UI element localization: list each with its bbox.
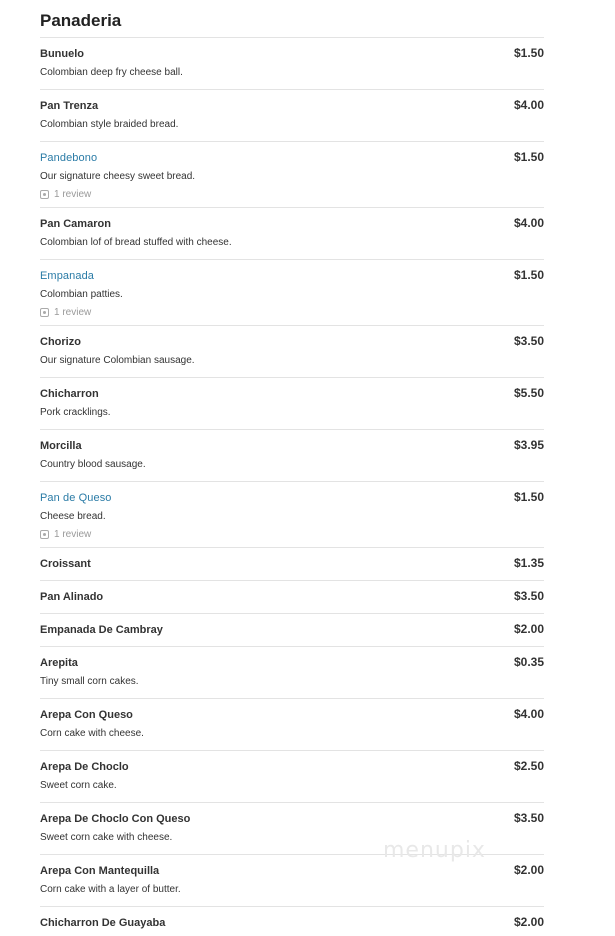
menu-item-price: $4.00 bbox=[513, 216, 544, 230]
menu-item-name: Pan Trenza bbox=[40, 100, 99, 112]
menu-item-name-link[interactable]: Pandebono bbox=[40, 152, 98, 164]
menu-item bbox=[40, 581, 544, 614]
menu-item-price: $0.35 bbox=[513, 655, 544, 669]
menu-item-list bbox=[40, 38, 544, 936]
menu-item-name: Arepa De Choclo bbox=[40, 761, 129, 773]
menu-item-price: $1.50 bbox=[513, 490, 544, 504]
menu-item-price: $1.50 bbox=[513, 150, 544, 164]
menu-item-price: $3.95 bbox=[513, 438, 544, 452]
menu-item-name: Chicharron De Guayaba bbox=[40, 917, 166, 929]
menu-item bbox=[40, 647, 544, 699]
menu-item bbox=[40, 142, 544, 208]
menu-item-price: $1.50 bbox=[513, 268, 544, 282]
menu-item-description: Cheese bread. bbox=[40, 511, 106, 522]
menu-item-price: $3.50 bbox=[513, 334, 544, 348]
menu-item-price: $2.00 bbox=[513, 863, 544, 877]
menu-item bbox=[40, 614, 544, 647]
review-count: 1 review bbox=[54, 529, 92, 540]
menu-item-name: Morcilla bbox=[40, 440, 82, 452]
review-count: 1 review bbox=[54, 307, 92, 318]
menu-item-price: $3.50 bbox=[513, 811, 544, 825]
menu-item-name: Chorizo bbox=[40, 336, 81, 348]
menu-item-description: Pork cracklings. bbox=[40, 407, 111, 418]
menu-item-description: Colombian lof of bread stuffed with cheese. bbox=[40, 237, 232, 248]
menu-item bbox=[40, 260, 544, 326]
review-icon bbox=[40, 308, 49, 317]
menu-item-name: Chicharron bbox=[40, 388, 99, 400]
menu-item bbox=[40, 430, 544, 482]
menu-item-description: Our signature cheesy sweet bread. bbox=[40, 171, 196, 182]
menu-item-price: $1.35 bbox=[513, 556, 544, 570]
menu-item-price: $2.00 bbox=[513, 622, 544, 636]
menu-item-name: Bunuelo bbox=[40, 48, 84, 60]
menu-item-price: $2.00 bbox=[513, 915, 544, 929]
review-link[interactable] bbox=[40, 306, 91, 319]
review-link[interactable] bbox=[40, 188, 91, 201]
menu-item-name: Arepita bbox=[40, 657, 78, 669]
menu-item bbox=[40, 90, 544, 142]
menu-item-name: Croissant bbox=[40, 558, 91, 570]
review-icon bbox=[40, 190, 49, 199]
menu-section bbox=[40, 0, 544, 936]
menu-item-description: Colombian deep fry cheese ball. bbox=[40, 67, 183, 78]
menu-item-description: Colombian patties. bbox=[40, 289, 123, 300]
menu-item-price: $5.50 bbox=[513, 386, 544, 400]
menu-item-description: Sweet corn cake with cheese. bbox=[40, 832, 173, 843]
menu-item-price: $4.00 bbox=[513, 707, 544, 721]
menu-item-price: $4.00 bbox=[513, 98, 544, 112]
menu-item-description: Tiny small corn cakes. bbox=[40, 676, 139, 687]
menu-item-name: Arepa De Choclo Con Queso bbox=[40, 813, 191, 825]
menu-item-description: Colombian style braided bread. bbox=[40, 119, 179, 130]
menu-item bbox=[40, 378, 544, 430]
menu-item-name: Arepa Con Mantequilla bbox=[40, 865, 160, 877]
menu-item bbox=[40, 907, 544, 936]
menu-item-price: $3.50 bbox=[513, 589, 544, 603]
section-title: Panaderia bbox=[40, 0, 544, 38]
review-icon bbox=[40, 530, 49, 539]
menu-item bbox=[40, 326, 544, 378]
menu-item-name: Pan Alinado bbox=[40, 591, 104, 603]
menu-item-name: Pan Camaron bbox=[40, 218, 111, 230]
menu-item-description: Country blood sausage. bbox=[40, 459, 146, 470]
menu-item-description: Corn cake with a layer of butter. bbox=[40, 884, 181, 895]
watermark: menupix bbox=[383, 838, 486, 863]
menu-item bbox=[40, 699, 544, 751]
menu-item-name-link[interactable]: Pan de Queso bbox=[40, 492, 112, 504]
menu-item bbox=[40, 548, 544, 581]
menu-item-price: $1.50 bbox=[513, 46, 544, 60]
menu-item bbox=[40, 751, 544, 803]
menu-item-name: Empanada De Cambray bbox=[40, 624, 163, 636]
menu-item bbox=[40, 38, 544, 90]
menu-item-description: Our signature Colombian sausage. bbox=[40, 355, 195, 366]
menu-item-name-link[interactable]: Empanada bbox=[40, 270, 95, 282]
menu-item-name: Arepa Con Queso bbox=[40, 709, 133, 721]
review-link[interactable] bbox=[40, 528, 91, 541]
review-count: 1 review bbox=[54, 189, 92, 200]
menu-item bbox=[40, 208, 544, 260]
menu-item-description: Corn cake with cheese. bbox=[40, 728, 144, 739]
menu-item bbox=[40, 482, 544, 548]
menu-item-price: $2.50 bbox=[513, 759, 544, 773]
menu-item-description: Sweet corn cake. bbox=[40, 780, 117, 791]
